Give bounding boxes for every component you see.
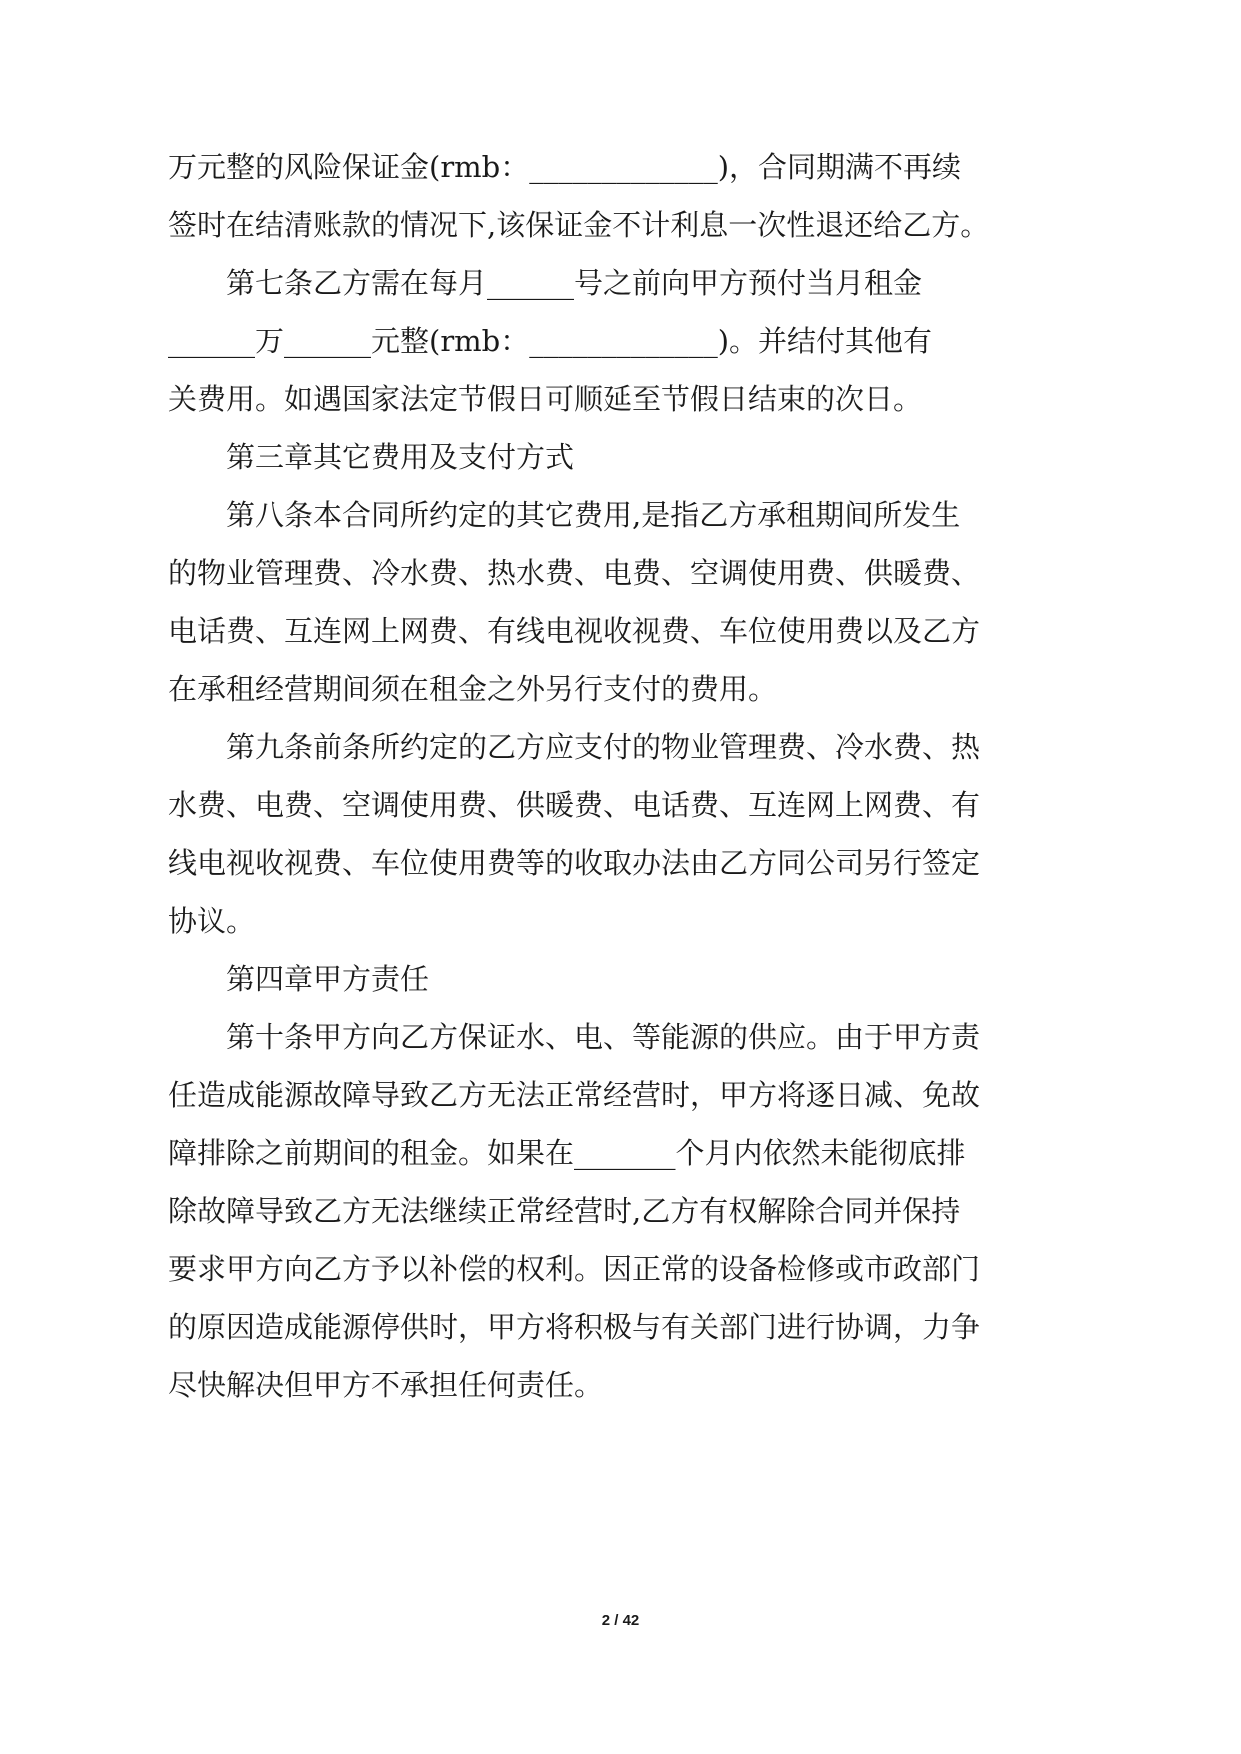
text-line: 障排除之前期间的租金。如果在_______个月内依然未能彻底排 (168, 1136, 966, 1170)
text-line: 的原因造成能源停供时，甲方将积极与有关部门进行协调，力争 (168, 1310, 981, 1344)
text-line: 尽快解决但甲方不承担任何责任。 (168, 1368, 604, 1402)
text-line: 第九条前条所约定的乙方应支付的物业管理费、冷水费、热 (226, 730, 981, 764)
text-line: 水费、电费、空调使用费、供暖费、电话费、互连网上网费、有 (168, 788, 981, 822)
text-line: 除故障导致乙方无法继续正常经营时,乙方有权解除合同并保持 (168, 1194, 961, 1228)
page-number: 2 / 42 (601, 1612, 640, 1629)
text-line: ______万______元整(rmb：_____________)。并结付其他有 (168, 324, 933, 358)
text-line: 要求甲方向乙方予以补偿的权利。因正常的设备检修或市政部门 (168, 1252, 981, 1286)
section-heading: 第四章甲方责任 (226, 962, 430, 996)
text-line: 在承租经营期间须在租金之外另行支付的费用。 (168, 672, 778, 706)
text-line: 签时在结清账款的情况下,该保证金不计利息一次性退还给乙方。 (168, 208, 990, 242)
text-line: 线电视收视费、车位使用费等的收取办法由乙方同公司另行签定 (168, 846, 981, 880)
text-line: 协议。 (168, 904, 256, 938)
section-heading: 第三章其它费用及支付方式 (226, 440, 575, 474)
text-line: 任造成能源故障导致乙方无法正常经营时，甲方将逐日减、免故 (168, 1078, 981, 1112)
text-line: 关费用。如遇国家法定节假日可顺延至节假日结束的次日。 (168, 382, 923, 416)
text-line: 第十条甲方向乙方保证水、电、等能源的供应。由于甲方责 (226, 1020, 981, 1054)
text-line: 电话费、互连网上网费、有线电视收视费、车位使用费以及乙方 (168, 614, 981, 648)
text-line: 万元整的风险保证金(rmb：_____________)，合同期满不再续 (168, 150, 962, 184)
text-line: 第八条本合同所约定的其它费用,是指乙方承租期间所发生 (226, 498, 961, 532)
text-line: 第七条乙方需在每月______号之前向甲方预付当月租金 (226, 266, 923, 300)
text-line: 的物业管理费、冷水费、热水费、电费、空调使用费、供暖费、 (168, 556, 981, 590)
